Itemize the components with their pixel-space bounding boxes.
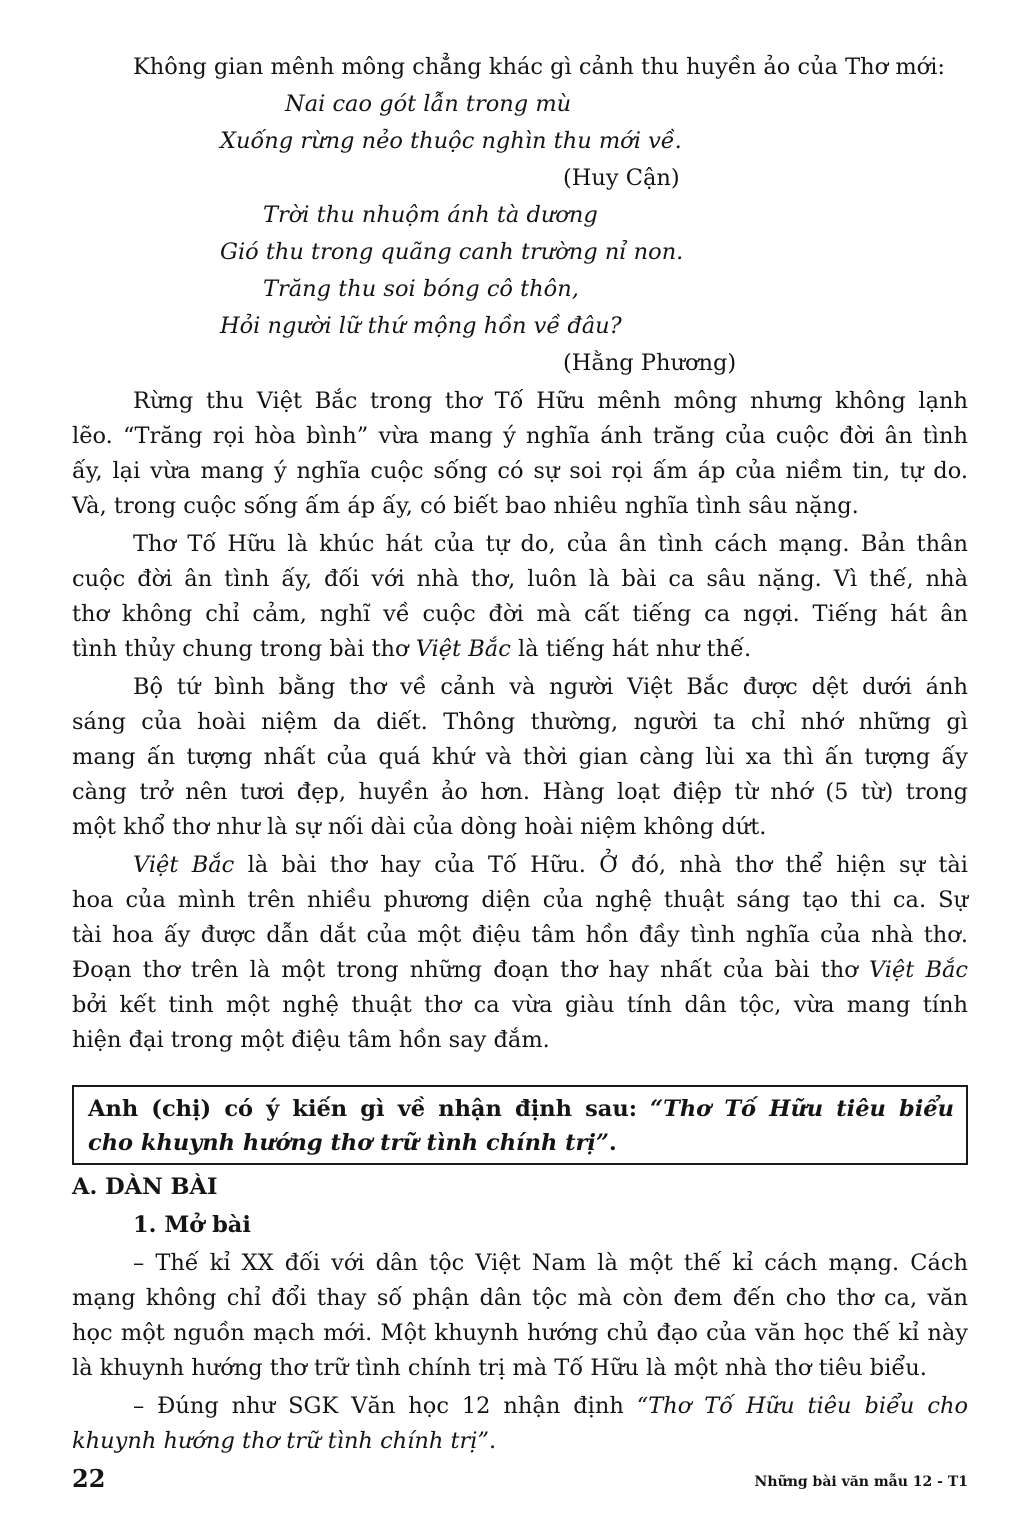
bullet2-line-2: khuynh hướng thơ trữ tình chính trị”. (72, 1428, 497, 1454)
para4-line-1: Việt Bắc là bài thơ hay của Tố Hữu. Ở đó, nhà thơ thể hiện sự tài (133, 852, 969, 878)
para3-line-2: sáng của hoài niệm da diết. Thông thường, người ta chỉ nhớ những gì (72, 709, 968, 735)
para2-line-2: cuộc đời ân tình ấy, đối với nhà thơ, luôn là bài ca sâu nặng. Vì thế, nhà (72, 566, 968, 592)
para4-line-6: hiện đại trong một điệu tâm hồn say đắm. (72, 1027, 550, 1053)
para1-line-1: Rừng thu Việt Bắc trong thơ Tố Hữu mênh mông nhưng không lạnh (133, 388, 968, 414)
para4-line-5: bởi kết tinh một nghệ thuật thơ ca vừa giàu tính dân tộc, vừa mang tính (72, 992, 968, 1018)
poem2-line-3: Trăng thu soi bóng cô thôn, (263, 276, 579, 302)
para4-line-4: Đoạn thơ trên là một trong những đoạn thơ hay nhất của bài thơ Việt Bắc (72, 957, 969, 983)
para2-line-4: tình thủy chung trong bài thơ Việt Bắc là tiếng hát như thế. (72, 636, 752, 662)
para1-line-4: Và, trong cuộc sống ấm áp ấy, có biết bao nhiêu nghĩa tình sâu nặng. (72, 493, 859, 519)
poem1-line-2: Xuống rừng nẻo thuộc nghìn thu mới về. (220, 128, 682, 154)
para4-line-3: tài hoa ấy được dẫn dắt của một điệu tâm hồn đầy tình nghĩa của nhà thơ. (72, 922, 968, 948)
poem2-line-1: Trời thu nhuộm ánh tà dương (263, 202, 598, 228)
poem2-line-4: Hỏi người lữ thứ mộng hồn về đâu? (220, 313, 622, 339)
question-line-2: cho khuynh hướng thơ trữ tình chính trị”. (88, 1130, 617, 1156)
bullet1-line-2: mạng không chỉ đổi thay số phận dân tộc mà còn đem đến cho thơ ca, văn (72, 1285, 968, 1311)
bullet1-line-1: – Thế kỉ XX đối với dân tộc Việt Nam là một thế kỉ cách mạng. Cách (133, 1250, 968, 1276)
bullet1-line-4: là khuynh hướng thơ trữ tình chính trị mà Tố Hữu là một nhà thơ tiêu biểu. (72, 1355, 927, 1381)
bullet1-line-3: học một nguồn mạch mới. Một khuynh hướng chủ đạo của văn học thế kỉ này (72, 1320, 968, 1346)
poem1-author: (Huy Cận) (563, 165, 680, 191)
para4-line-2: hoa của mình trên nhiều phương diện của nghệ thuật sáng tạo thi ca. Sự (72, 887, 968, 913)
para1-line-2: lẽo. “Trăng rọi hòa bình” vừa mang ý nghĩa ánh trăng của cuộc đời ân tình (72, 423, 968, 449)
question-box (72, 1085, 968, 1165)
para1-line-3: ấy, lại vừa mang ý nghĩa cuộc sống có sự soi rọi ấm áp của niềm tin, tự do. (72, 458, 968, 484)
section-title: A. DÀN BÀI (72, 1174, 218, 1200)
para3-line-5: một khổ thơ như là sự nối dài của dòng hoài niệm không dứt. (72, 814, 767, 840)
para3-line-3: mang ấn tượng nhất của quá khứ và thời gian càng lùi xa thì ấn tượng ấy (72, 744, 968, 770)
question-line-1: Anh (chị) có ý kiến gì về nhận định sau: “Thơ Tố Hữu tiêu biểu (88, 1096, 954, 1122)
poem1-line-1: Nai cao gót lẫn trong mù (285, 91, 572, 117)
para3-line-4: càng trở nên tươi đẹp, huyền ảo hơn. Hàng loạt điệp từ nhớ (5 từ) trong (72, 779, 968, 805)
poem2-author: (Hằng Phương) (563, 350, 737, 376)
subsection-title: 1. Mở bài (133, 1212, 251, 1238)
para2-line-3: thơ không chỉ cảm, nghĩ về cuộc đời mà cất tiếng ca ngợi. Tiếng hát ân (72, 601, 968, 627)
poem-intro: Không gian mênh mông chẳng khác gì cảnh thu huyền ảo của Thơ mới: (133, 54, 945, 80)
poem2-line-2: Gió thu trong quãng canh trường nỉ non. (220, 239, 684, 265)
page-number: 22 (72, 1464, 106, 1493)
running-title: Những bài văn mẫu 12 - T1 (754, 1474, 968, 1490)
para3-line-1: Bộ tứ bình bằng thơ về cảnh và người Việt Bắc được dệt dưới ánh (133, 674, 968, 700)
para2-line-1: Thơ Tố Hữu là khúc hát của tự do, của ân tình cách mạng. Bản thân (133, 531, 968, 557)
bullet2-line-1: – Đúng như SGK Văn học 12 nhận định “Thơ Tố Hữu tiêu biểu cho (133, 1393, 968, 1419)
